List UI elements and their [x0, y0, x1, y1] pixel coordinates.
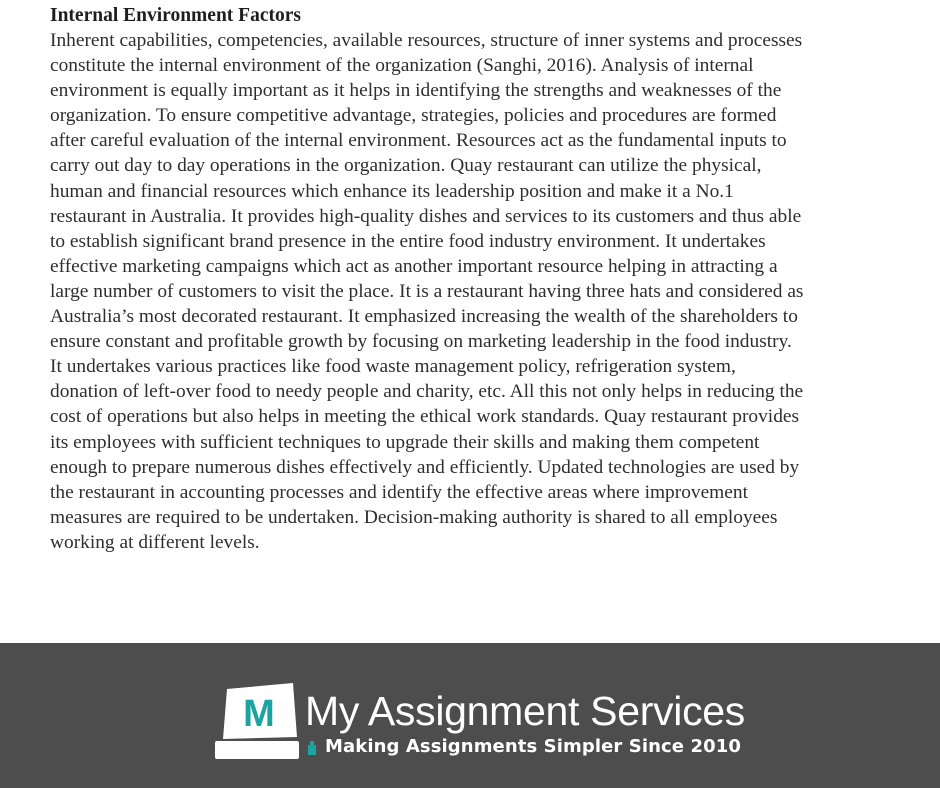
- laptop-logo-icon: [213, 681, 309, 763]
- paragraph-line: the restaurant in accounting processes and identify the effective areas where improvement: [50, 481, 748, 503]
- brand-name: My Assignment Services: [305, 688, 745, 734]
- paragraph-line: after careful evaluation of the internal environment. Resources act as the fundamental inputs to: [50, 130, 787, 152]
- paragraph-line: organization. To ensure competitive advantage, strategies, policies and procedures are formed: [50, 105, 777, 127]
- paragraph-line: measures are required to be undertaken. Decision-making authority is shared to all employees: [50, 506, 778, 528]
- paragraph-line: large number of customers to visit the place. It is a restaurant having three hats and considered as: [50, 280, 804, 302]
- paragraph-line: cost of operations but also helps in meeting the ethical work standards. Quay restaurant provides: [50, 406, 800, 428]
- paragraph-line: effective marketing campaigns which act as another important resource helping in attracting a: [50, 255, 778, 277]
- paragraph-line: restaurant in Australia. It provides high-quality dishes and services to its customers and thus able: [50, 205, 802, 227]
- cursor-accent-icon: [306, 741, 318, 757]
- paragraph-line: ensure constant and profitable growth by focusing on marketing leadership in the food industry.: [50, 331, 792, 353]
- paragraph-line: It undertakes various practices like food waste management policy, refrigeration system,: [50, 356, 736, 378]
- paragraph-line: Inherent capabilities, competencies, available resources, structure of inner systems and processes: [50, 30, 803, 51]
- paragraph-line: carry out day to day operations in the organization. Quay restaurant can utilize the physical,: [50, 155, 762, 177]
- paragraph-line: environment is equally important as it helps in identifying the strengths and weaknesses of the: [50, 80, 782, 102]
- paragraph-line: working at different levels.: [50, 531, 260, 553]
- paragraph-line: human and financial resources which enhance its leadership position and make it a No.1: [50, 180, 734, 202]
- paragraph-line: Australia’s most decorated restaurant. It emphasized increasing the wealth of the shareholders to: [50, 306, 798, 328]
- paragraph: [50, 28, 918, 555]
- section-heading: Internal Environment Factors: [50, 5, 301, 26]
- document-page: [50, 4, 918, 604]
- brand-logo: [213, 681, 745, 767]
- brand-footer: [0, 643, 940, 788]
- paragraph-line: to establish significant brand presence in the entire food industry environment. It undertakes: [50, 230, 766, 252]
- paragraph-line: its employees with sufficient techniques to upgrade their skills and making them competent: [50, 431, 760, 453]
- logo-letter: M: [243, 693, 275, 735]
- paragraph-line: enough to prepare numerous dishes effectively and efficiently. Updated technologies are used by: [50, 456, 800, 478]
- paragraph-line: constitute the internal environment of the organization (Sanghi, 2016). Analysis of internal: [50, 55, 754, 77]
- paragraph-line: donation of left-over food to needy people and charity, etc. All this not only helps in reducing the: [50, 381, 804, 403]
- brand-tagline: Making Assignments Simpler Since 2010: [325, 736, 741, 757]
